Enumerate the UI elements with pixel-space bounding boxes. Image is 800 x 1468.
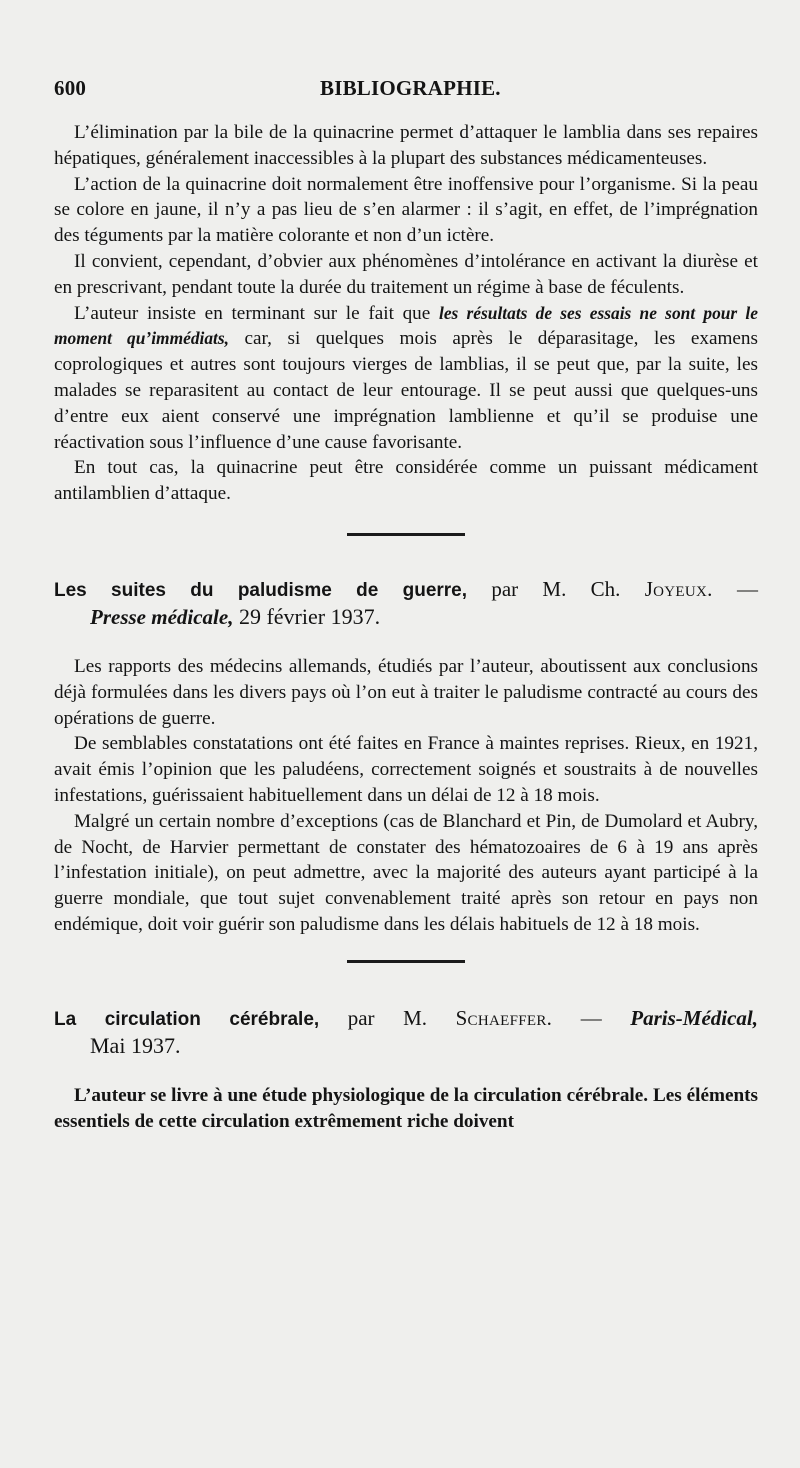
quinacrine-review-continuation bbox=[54, 120, 758, 507]
review-heading bbox=[54, 1005, 758, 1059]
review-title: La circulation cérébrale, bbox=[54, 1008, 320, 1030]
review-byline: par M. bbox=[319, 1005, 456, 1030]
emphasized-text: les résultats de ses essais ne sont pour le moment qu’immédiats, bbox=[54, 302, 758, 349]
paragraph: Les rapports des médecins allemands, étudiés par l’auteur, aboutissent aux conclusions déjà formulées dans les divers pays où l’on eut à traiter le paludisme contracté au cours des opérations de guerre. bbox=[54, 655, 758, 729]
section-divider bbox=[347, 533, 465, 536]
review-dash: — bbox=[552, 1005, 631, 1030]
paragraph: L’action de la quinacrine doit normalement être inoffensive pour l’organisme. Si la peau se colore en jaune, il n’y a pas lieu de s’en alarmer : il s’agit, en effet, de l’imprégnation des téguments par la matière colorante et non d’un ictère. bbox=[54, 173, 758, 247]
malaria-review-body bbox=[54, 654, 758, 938]
paragraph: De semblables constatations ont été faites en France à maintes reprises. Rieux, en 1921, avait émis l’opinion que les paludéens, correctement soignés et soustraits à de nouvelles infestations, guérissaient habituellement dans un délai de 12 à 18 mois. bbox=[54, 733, 758, 806]
review-date: Mai 1937. bbox=[90, 1032, 181, 1058]
review-journal: Presse médicale, bbox=[90, 604, 234, 629]
paragraph-text: car, si quelques mois après le déparasitage, les examens coprologiques et autres sont toujours vierges de lamblias, il se peut que, par la suite, les malades se reparasitent au contact de leur entourage. Il se peut aussi que quelques-uns d’entre eux aient conservé une imprégnation lamblienne et qu’il se produise une réactivation sous l’influence d’une cause favorisante. bbox=[54, 328, 758, 453]
paragraph: L’élimination par la bile de la quinacrine permet d’attaquer le lamblia dans ses repaires hépatiques, généralement inaccessibles à la plupart des substances médicamenteuses. bbox=[54, 122, 758, 169]
paragraph: L’auteur se livre à une étude physiologique de la circulation cérébrale. Les éléments essentiels de cette circulation extrêmement riche doivent bbox=[54, 1084, 758, 1132]
paragraph: Malgré un certain nombre d’exceptions (cas de Blanchard et Pin, de Dumolard et Aubry, de Nocht, de Harvier permettant de constater des hématozoaires de 6 à 19 ans après l’infestation initiale), on peut admettre, avec la majorité des auteurs ayant participé à la guerre mondiale, que tout sujet convenablement traité après son retour en pays non endémique, doit voir guérir son paludisme dans les délais habituels de 12 à 18 mois. bbox=[54, 810, 758, 935]
review-heading bbox=[54, 576, 758, 630]
running-title: BIBLIOGRAPHIE. bbox=[320, 76, 501, 100]
review-author: Schaeffer. bbox=[455, 1005, 553, 1030]
paragraph: En tout cas, la quinacrine peut être considérée comme un puissant médicament antilamblien d’attaque. bbox=[54, 457, 758, 505]
review-byline: par M. Ch. bbox=[467, 576, 645, 601]
review-heading-line bbox=[54, 576, 758, 604]
review-source bbox=[54, 1033, 758, 1059]
running-head bbox=[54, 76, 758, 106]
review-journal: Paris-Médical, bbox=[630, 1005, 759, 1030]
paragraph: Il convient, cependant, d’obvier aux phénomènes d’intolérance en activant la diurèse et en prescrivant, pendant toute la durée du traitement un régime à base de féculents. bbox=[54, 250, 758, 298]
review-source bbox=[54, 604, 758, 630]
paragraph-with-emphasis bbox=[54, 301, 758, 456]
review-dash: — bbox=[712, 576, 758, 601]
page-number: 600 bbox=[54, 76, 87, 100]
cerebral-circulation-review-body bbox=[54, 1083, 758, 1135]
review-author: Joyeux. bbox=[644, 576, 713, 601]
paragraph-text: L’auteur insiste en terminant sur le fait que bbox=[74, 302, 439, 324]
review-heading-line bbox=[54, 1005, 758, 1033]
review-date: 29 février 1937. bbox=[233, 603, 381, 629]
section-divider bbox=[347, 960, 465, 963]
review-title: Les suites du paludisme de guerre, bbox=[54, 579, 468, 601]
